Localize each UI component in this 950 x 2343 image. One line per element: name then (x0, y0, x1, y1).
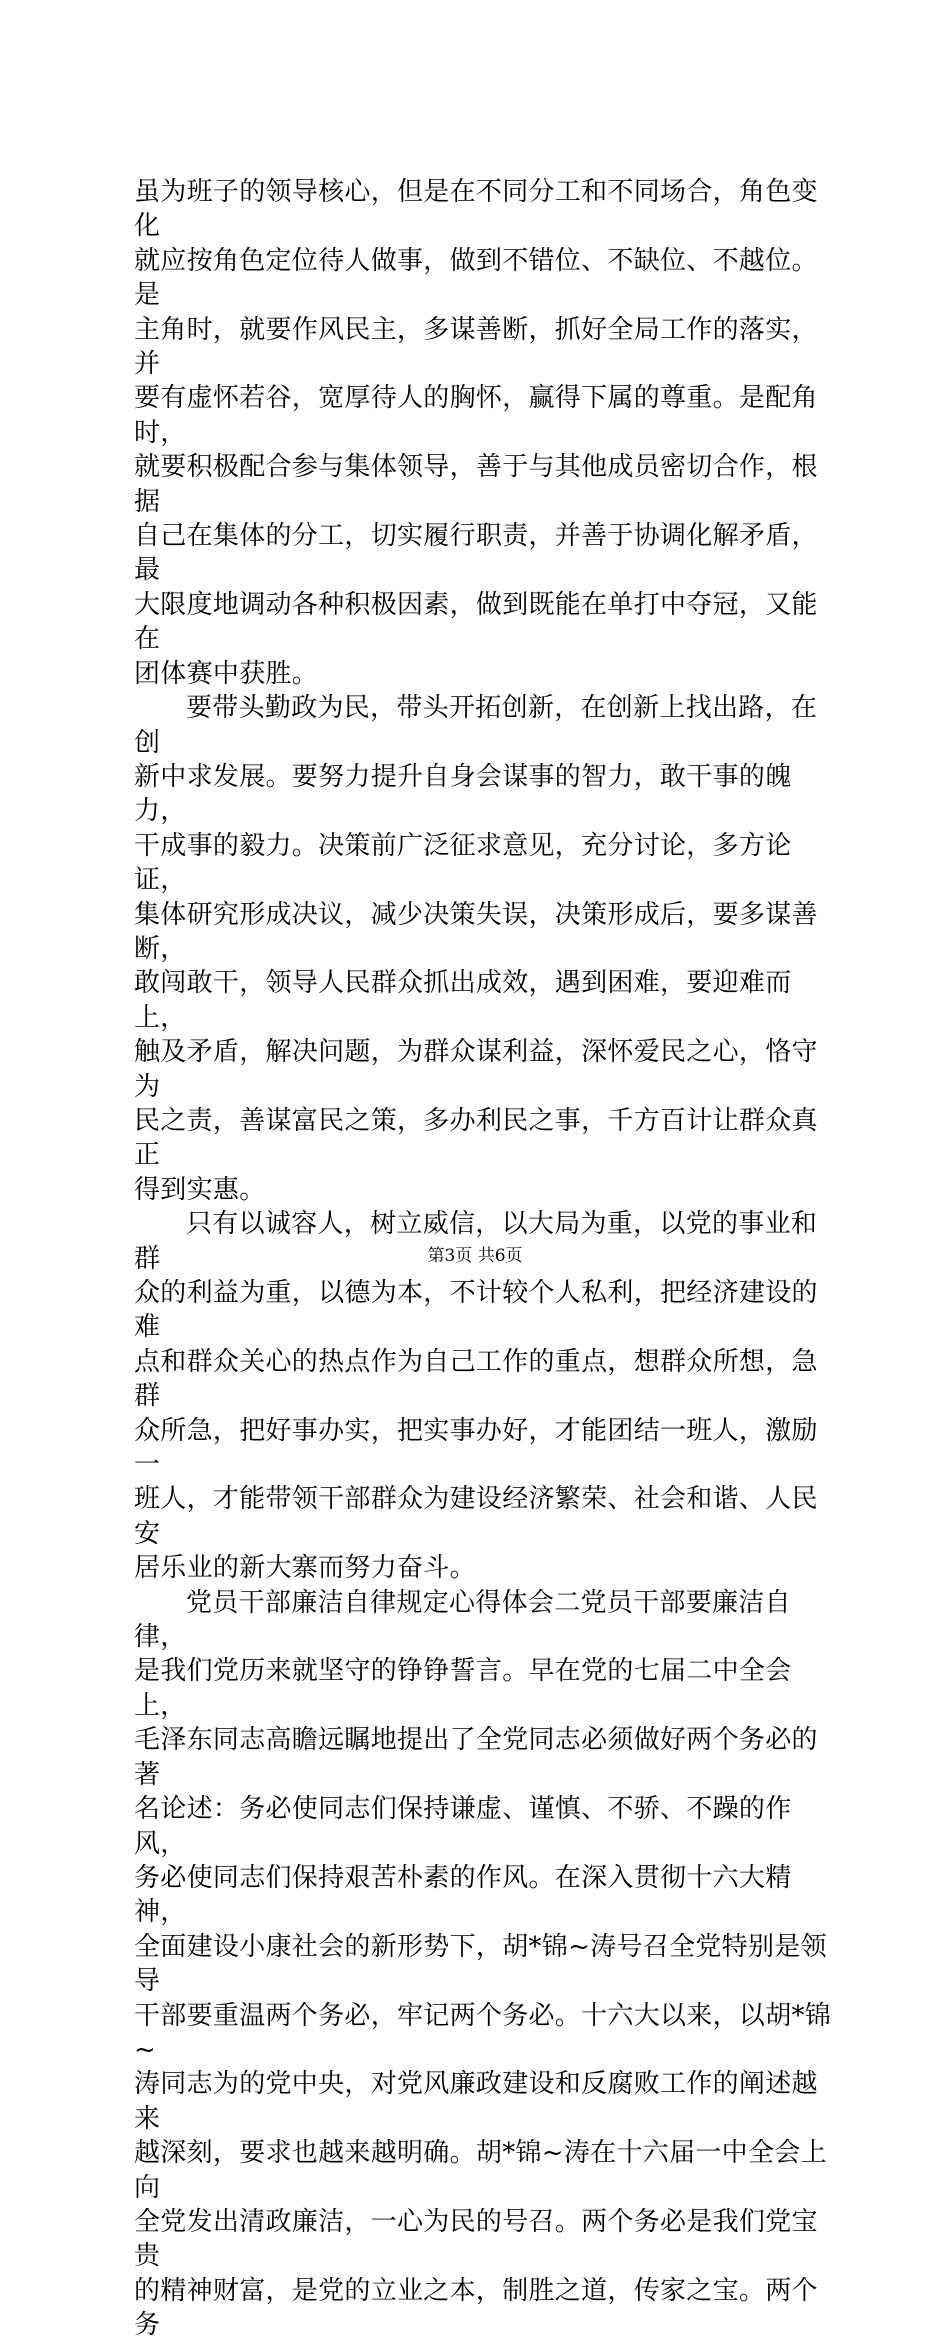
text-line: 点和群众关心的热点作为自己工作的重点，想群众所想，急群 (134, 1346, 818, 1412)
text-line: 团体赛中获胜。 (134, 658, 319, 689)
text-line: 集体研究形成决议，减少决策失误，决策形成后，要多谋善断， (134, 899, 818, 964)
text-line: 全党发出清政廉洁，一心为民的号召。两个务必是我们党宝贵 (134, 2206, 818, 2272)
text-line: 只有以诚容人，树立威信，以大局为重，以党的事业和群 (134, 1209, 818, 1274)
paragraph (134, 691, 834, 1207)
text-line: 民之责，善谋富民之策，多办利民之事，千方百计让群众真正 (134, 1105, 818, 1171)
text-line: 新中求发展。要努力提升自身会谋事的智力，敢干事的魄力， (134, 761, 792, 827)
text-line: 党员干部廉洁自律规定心得体会二党员干部要廉洁自律， (134, 1587, 791, 1653)
text-line: 得到实惠。 (134, 1174, 266, 1205)
text-line: 毛泽东同志高瞻远瞩地提出了全党同志必须做好两个务必的著 (134, 1725, 818, 1790)
paragraph (134, 175, 834, 691)
text-line: 名论述：务必使同志们保持谦虚、谨慎、不骄、不躁的作风， (134, 1794, 792, 1859)
text-line: 敢闯敢干，领导人民群众抓出成效，遇到困难，要迎难而上， (134, 968, 792, 1033)
text-line: 居乐业的新大寨而努力奋斗。 (134, 1553, 476, 1584)
text-line: 自己在集体的分工，切实履行职责，并善于协调化解矛盾，最 (134, 521, 818, 586)
text-line: 班人，才能带领干部群众为建设经济繁荣、社会和谐、人民安 (134, 1484, 818, 1549)
text-line: 是我们党历来就坚守的铮铮誓言。早在党的七届二中全会上， (134, 1656, 792, 1721)
text-line: 就要积极配合参与集体领导，善于与其他成员密切合作，根据 (134, 452, 818, 517)
text-line: 触及矛盾，解决问题，为群众谋利益，深怀爱民之心，恪守为 (134, 1037, 818, 1102)
text-line: 众的利益为重，以德为本，不计较个人私利，把经济建设的难 (134, 1278, 818, 1343)
text-line: 务必使同志们保持艰苦朴素的作风。在深入贯彻十六大精神， (134, 1862, 792, 1928)
text-line: 众所急，把好事办实，把实事办好，才能团结一班人，激励一 (134, 1415, 818, 1481)
text-line: 虽为班子的领导核心，但是在不同分工和不同场合，角色变化 (134, 177, 818, 242)
text-line: 的精神财富，是党的立业之本，制胜之道，传家之宝。两个务 (134, 2275, 818, 2341)
text-line: 越深刻，要求也越来越明确。胡*锦~涛在十六届一中全会上向 (134, 2138, 827, 2203)
text-line: 就应按角色定位待人做事，做到不错位、不缺位、不越位。是 (134, 245, 818, 311)
text-line: 干部要重温两个务必，牢记两个务必。十六大以来，以胡*锦~ (134, 2000, 832, 2065)
paragraph (134, 1586, 834, 2343)
text-line: 大限度地调动各种积极因素，做到既能在单打中夺冠，又能在 (134, 589, 818, 655)
text-line: 要带头勤政为民，带头开拓创新，在创新上找出路，在创 (134, 693, 818, 758)
text-line: 要有虚怀若谷，宽厚待人的胸怀，赢得下属的尊重。是配角时， (134, 383, 818, 448)
text-line: 干成事的毅力。决策前广泛征求意见，充分讨论，多方论证， (134, 830, 792, 896)
text-line: 全面建设小康社会的新形势下，胡*锦~涛号召全党特别是领导 (134, 1931, 827, 1997)
page-footer: 第3页 共6页 (427, 1246, 523, 1266)
text-line: 主角时，就要作风民主，多谋善断，抓好全局工作的落实，并 (134, 314, 818, 380)
text-line: 涛同志为的党中央，对党风廉政建设和反腐败工作的阐述越来 (134, 2069, 818, 2134)
